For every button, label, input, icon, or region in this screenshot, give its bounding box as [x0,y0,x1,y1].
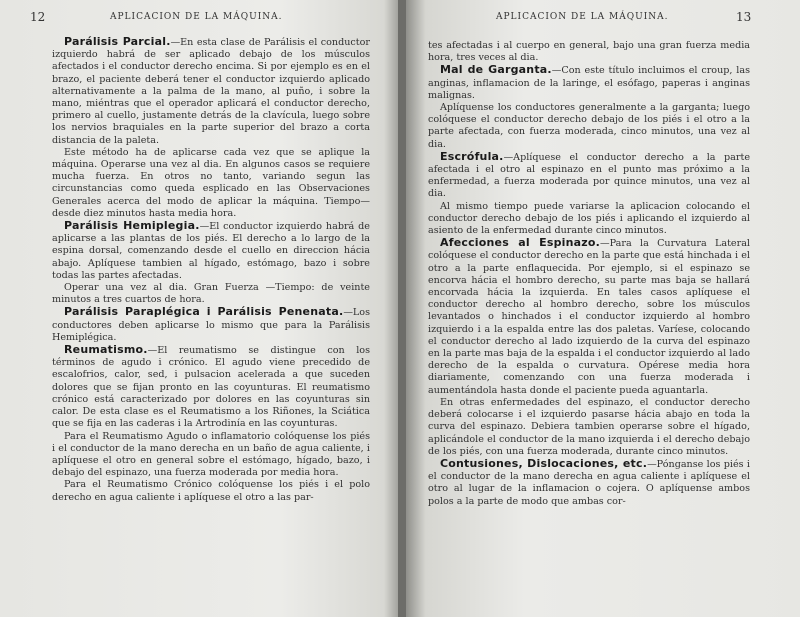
paragraph [52,147,370,220]
paragraph [52,431,370,480]
paragraph [428,40,750,64]
paragraph [52,220,370,282]
paragraph-text: Al mismo tiempo puede variarse la aplicacion colocando el conductor derecho debajo de los piés i aplicando el izquierdo al asiento de la enfermedad durante cinco minutos. [428,200,750,237]
paragraph [52,306,370,344]
section-heading: Contusiones, Dislocaciones, etc. [440,456,648,470]
paragraph [428,397,750,458]
paragraph-text: —Los conductores deben aplicarse lo mismo que para la Parálisis Hemiplégica. [52,307,370,343]
paragraph-text: —Para la Curvatura Lateral colóquese el conductor derecho en la parte que está hinchada i el otro a la parte enflaquecida. Por ejemplo, si el espinazo se encorva hácia el hombro derecho, su parte mas baja se hallará encorvada hácia la izquierda. En tales casos aplíquese el conductor derecho al hombro derecho, sobre los músculos levantados o hinchados i el conductor izquierdo al hombro izquierdo i a la espalda entre las dos paletas. Varíese, colocando el conductor derecho al lado izquierdo de la curva del espinazo en la parte mas baja de la espalda i el conductor izquierdo al lado derecho de la espalda o curvatura. Opérese media hora diariamente, comenzando con una fuerza moderada i aumentándola hasta donde el paciente pueda aguantarla. [428,238,750,396]
paragraph-text: —El reumatismo se distingue con los términos de agudo i crónico. El agudo viene precedido de escalofrios, calor, sed, i pulsacion acelerada a que suceden dolores que se fijan pronto en las coyunturas. El reumatismo crónico está caracterizado por dolores en las coyunturas sin calor. De esta clase es el Reumatismo a los Riñones, la Sciática que se fija en las caderas i la Artrodinía en las coyunturas. [52,345,370,430]
paragraph [52,36,370,147]
paragraph [428,64,750,102]
section-heading: Reumatismo. [64,343,148,357]
paragraph-text: —El conductor izquierdo habrá de aplicarse a las plantas de los piés. El derecho a lo largo de la espina dorsal, comenzando desde el cuello en direccion hácia abajo. Aplíquese tambien al hígado, estómago, bazo i sobre todas las partes afectadas. [52,221,370,281]
paragraph-text: En otras enfermedades del espinazo, el conductor derecho deberá colocarse i el izquierdo pasarse hácia abajo en toda la curva del espinazo. Debiera tambien operarse sobre el hígado, aplicándole el conductor de la mano izquierda i el derecho debajo de los piés, con una fuerza moderada, durante cinco minutos. [428,396,750,457]
section-heading: Mal de Garganta. [440,63,552,77]
paragraph [428,201,750,238]
running-head: APLICACION DE LA MÁQUINA. [496,12,669,22]
right-page [406,0,800,617]
page-number: 13 [736,10,752,24]
paragraph-text: Para el Reumatismo Crónico colóquense los piés i el polo derecho en agua caliente i aplíquese el otro a las par- [52,479,370,503]
paragraph-text: Operar una vez al dia. Gran Fuerza —Tiempo: de veinte minutos a tres cuartos de hora. [52,282,370,306]
running-head: APLICACION DE LA MÁQUINA. [110,12,283,22]
paragraph [428,102,750,151]
paragraph [428,151,750,201]
section-heading: Parálisis Hemiplegia. [64,219,200,233]
paragraph [52,479,370,503]
paragraph [428,237,750,397]
paragraph-text: Este método ha de aplicarse cada vez que se aplique la máquina. Operarse una vez al dia. En algunos casos se requiere mucha fuerza. En otros no tanto, variando segun las circunstancias como queda esplicado en las Observaciones Generales acerca del modo de aplicar la máquina. Tiempo—desde diez minutos hasta media hora. [52,146,370,219]
page-number: 12 [30,10,46,24]
paragraph-text: Para el Reumatismo Agudo o inflamatorio colóquense los piés i el conductor de la mano derecha en un baño de agua caliente, i aplíquese el otro en general sobre el estómago, hígado, bazo, i debajo del espinazo, una fuerza moderada por media hora. [52,430,370,479]
paragraph-text: Aplíquense los conductores generalmente a la garganta; luego colóquese el conductor derecho debajo de los piés i el otro a la parte afectada, con fuerza moderada, cinco minutos, una vez al dia. [428,102,750,150]
paragraph [428,458,750,508]
paragraph [52,282,370,306]
paragraph-text: —Con este título incluimos el croup, las anginas, inflamacion de la laringe, el esófago, paperas i anginas malignas. [428,65,750,101]
section-heading: Escrófula. [440,149,504,163]
paragraph [52,344,370,430]
page-body [52,36,370,504]
paragraph-text: —Aplíquese el conductor derecho a la parte afectada i el otro al espinazo en el punto mas próximo a la enfermedad, a fuerza moderada por quince minutos, una vez al dia. [428,151,750,200]
paragraph-text: —Pónganse los piés i el conductor de la mano derecha en agua caliente i aplíquese el otro al lugar de la inflamacion o cojera. O aplíquense ambos polos a la parte de modo que ambas cor- [428,458,750,507]
paragraph-text: tes afectadas i al cuerpo en general, bajo una gran fuerza media hora, tres veces al dia. [428,40,750,64]
section-heading: Parálisis Parcial. [64,35,171,48]
page-body [428,40,750,508]
paragraph-text: —En esta clase de Parálisis el conductor izquierdo habrá de ser aplicado debajo de los músculos afectados i el conductor derecho encima. Si por ejemplo es en el brazo, el paciente deberá tener el conductor izquierdo aplicado alternativamente a la palma de la mano, al puño, i sobre la mano, miéntras que el operador aplicará el conductor derecho, primero al cuello, justamente detrás de la clavícula, luego sobre los nervios braquiales en la parte superior del brazo a corta distancia de la paleta. [52,37,370,146]
section-heading: Parálisis Paraplégica i Parálisis Penenata. [64,305,344,319]
section-heading: Afecciones al Espinazo. [440,236,601,250]
